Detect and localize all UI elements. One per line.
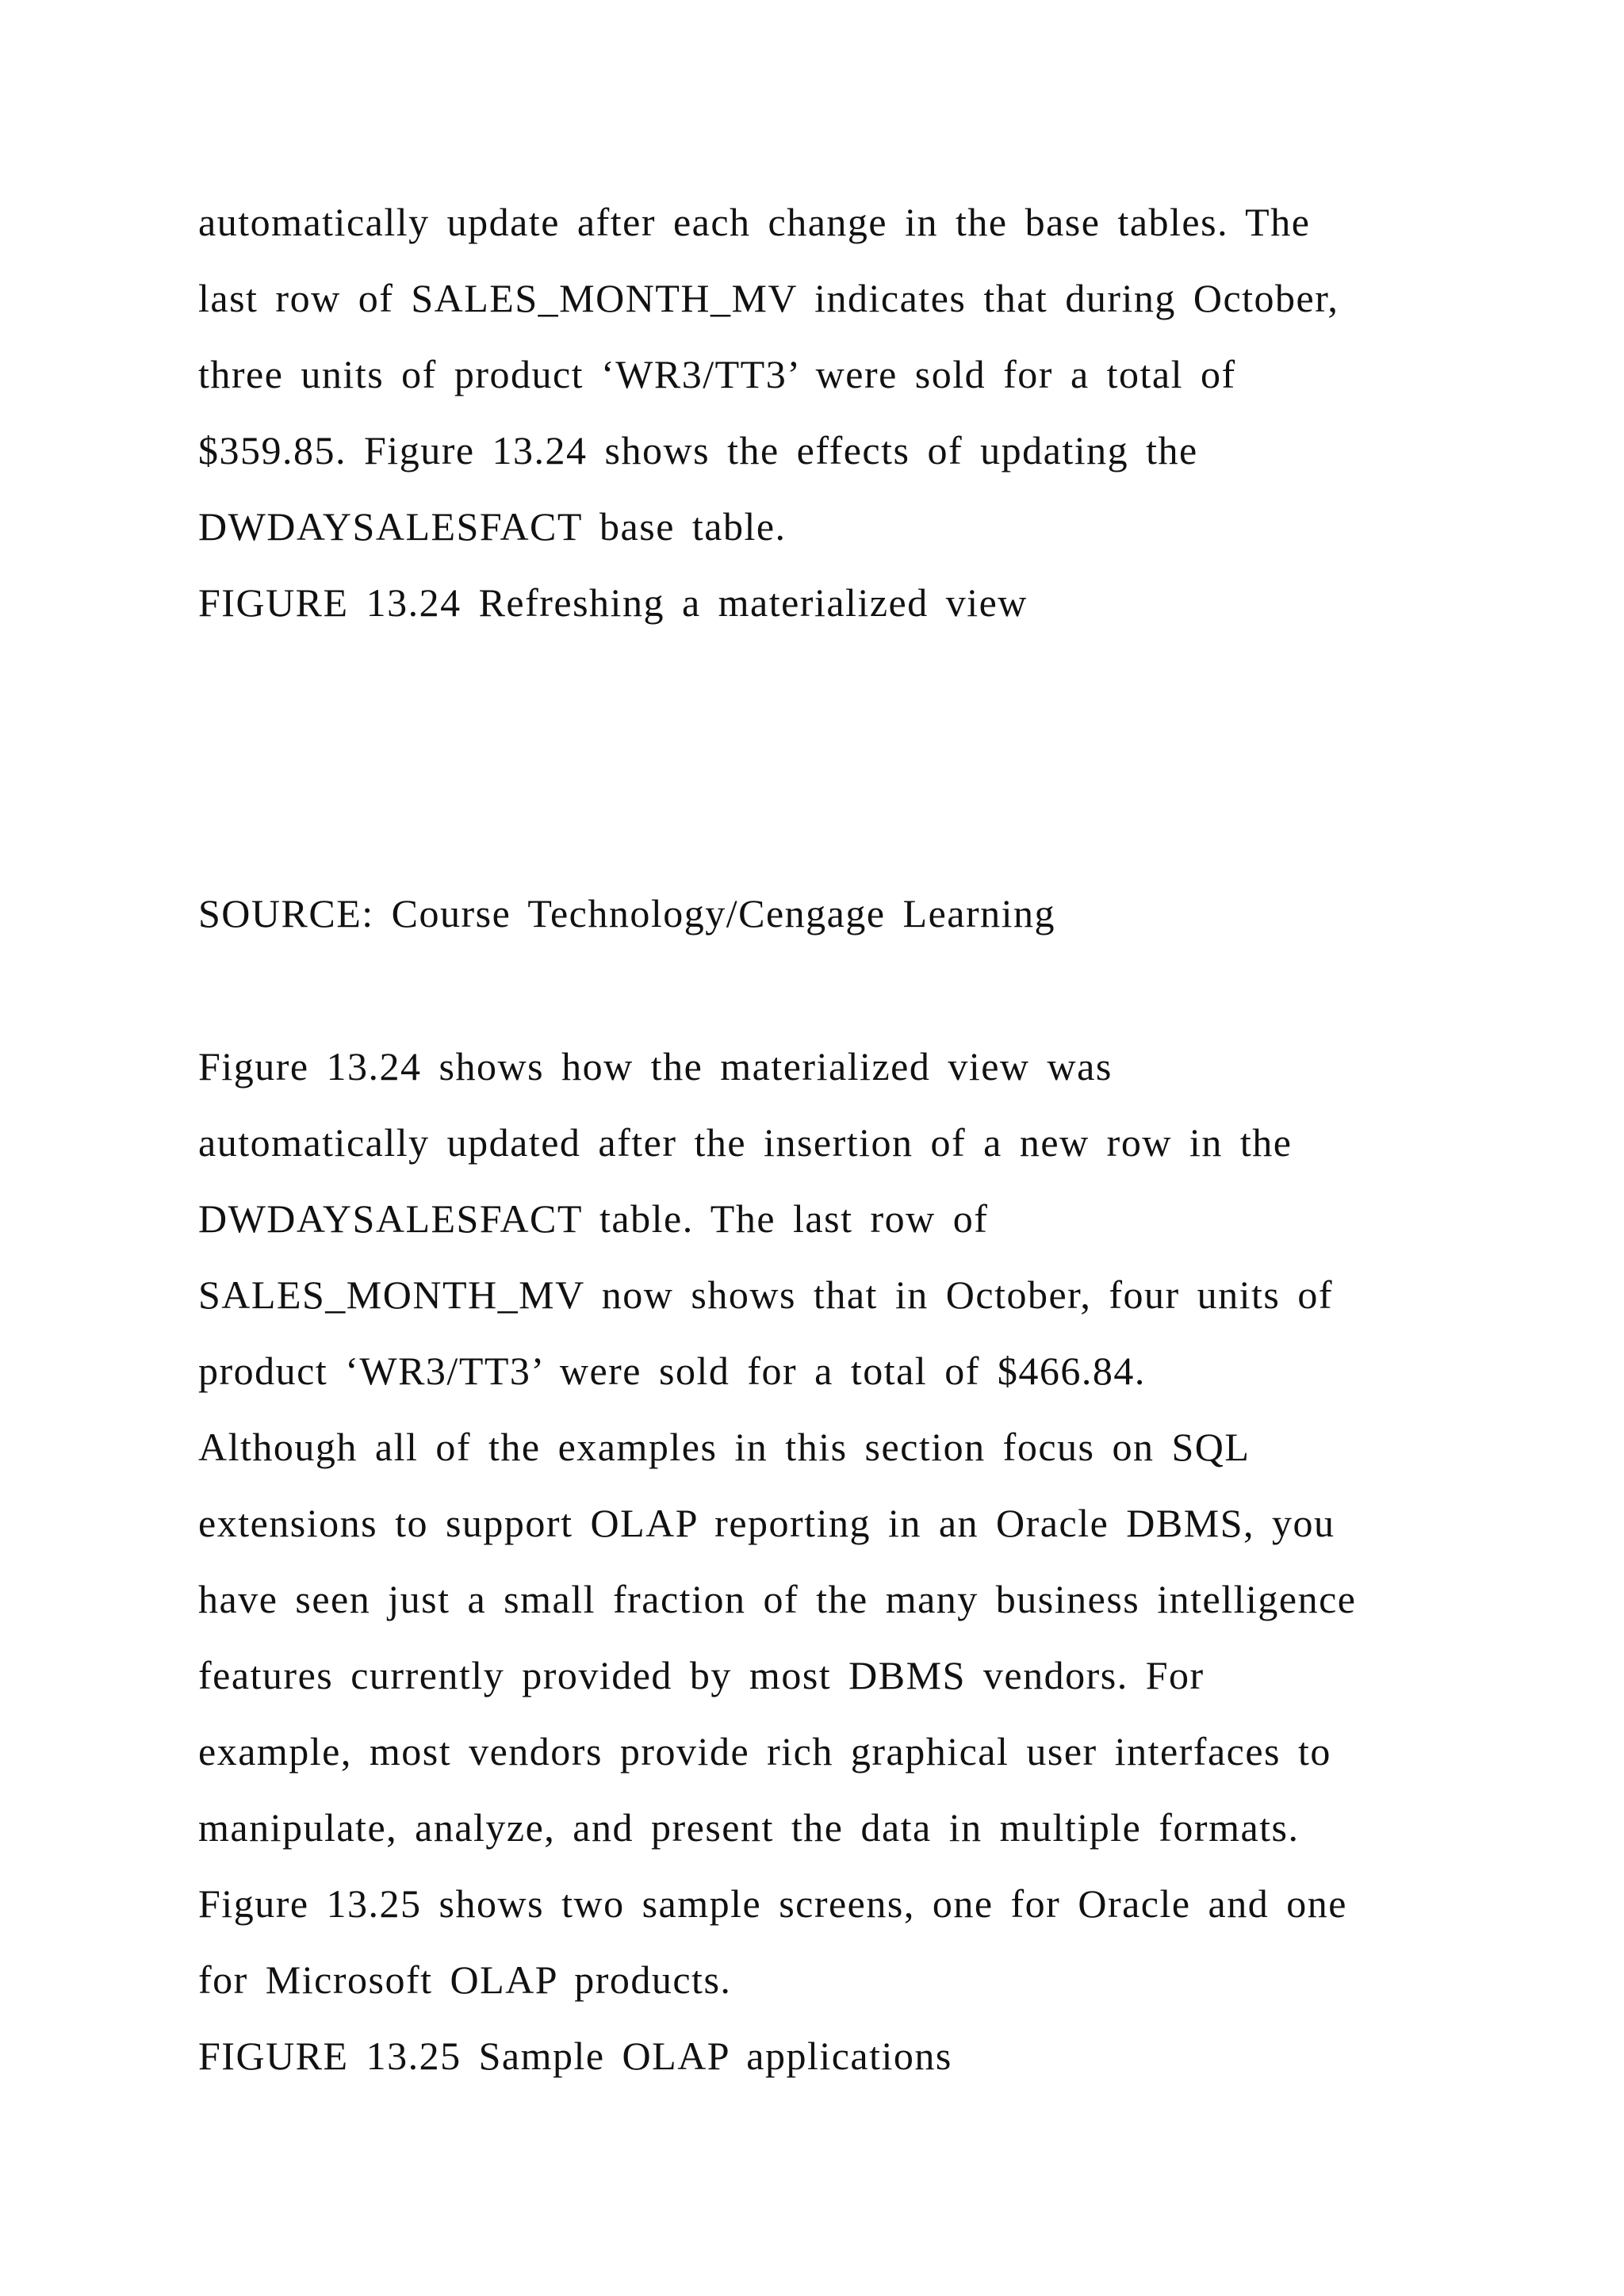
text-line: automatically updated after the insertion of a new row in the: [198, 1120, 1293, 1165]
figure-caption: FIGURE 13.25 Sample OLAP applications: [198, 2034, 952, 2078]
text-line: $359.85. Figure 13.24 shows the effects of updating the: [198, 428, 1198, 473]
text-line: have seen just a small fraction of the many business intelligence: [198, 1577, 1357, 1621]
text-line: features currently provided by most DBMS vendors. For: [198, 1653, 1205, 1697]
text-line: DWDAYSALESFACT table. The last row of: [198, 1196, 989, 1241]
text-line: example, most vendors provide rich graphical user interfaces to: [198, 1729, 1331, 1774]
figure-caption: FIGURE 13.24 Refreshing a materialized view: [198, 580, 1028, 625]
source-credit: SOURCE: Course Technology/Cengage Learning: [198, 891, 1056, 936]
text-line: DWDAYSALESFACT base table.: [198, 504, 787, 549]
text-line: Figure 13.25 shows two sample screens, one for Oracle and one: [198, 1881, 1347, 1926]
text-line: SALES_MONTH_MV now shows that in October, four units of: [198, 1272, 1334, 1317]
text-line: Although all of the examples in this section focus on SQL: [198, 1425, 1251, 1469]
text-line: product ‘WR3/TT3’ were sold for a total of $466.84.: [198, 1349, 1146, 1393]
text-line: manipulate, analyze, and present the data in multiple formats.: [198, 1805, 1300, 1850]
text-line: extensions to support OLAP reporting in an Oracle DBMS, you: [198, 1501, 1335, 1545]
text-line: automatically update after each change in the base tables. The: [198, 200, 1311, 244]
text-line: last row of SALES_MONTH_MV indicates that during October,: [198, 276, 1339, 320]
text-line: three units of product ‘WR3/TT3’ were sold for a total of: [198, 352, 1236, 396]
text-line: Figure 13.24 shows how the materialized view was: [198, 1044, 1113, 1089]
text-line: for Microsoft OLAP products.: [198, 1957, 732, 2002]
